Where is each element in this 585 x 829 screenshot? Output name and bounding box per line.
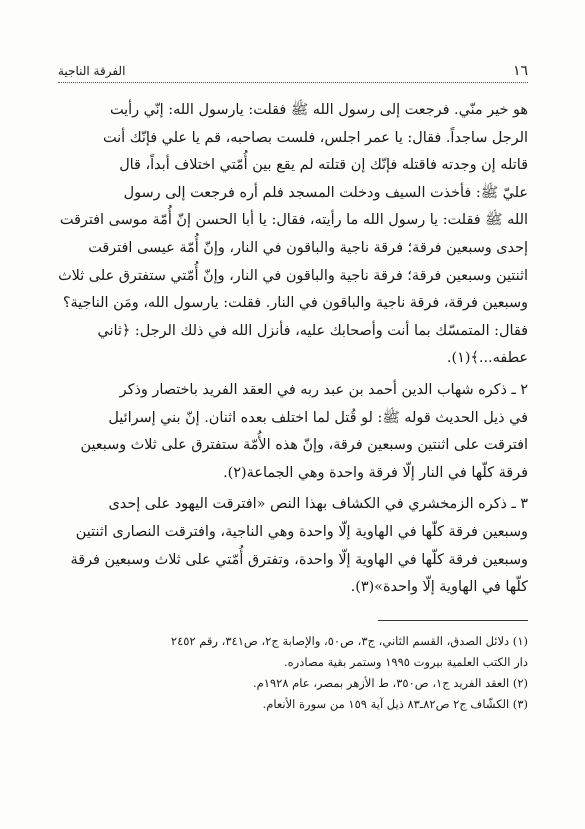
paragraph-point-2: ٢ ـ ذكره شهاب الدين أحمد بن عبد ربه في العقد الفريد باختصار وذكر في ذيل الحديث قوله ﷺ: لو قُتل لما اختلف بعده اثنان. إنّ بني إسرائيل افترقت على اثنتين وسبعين فرقة، وإنّ هذه الأُمّة ستفترق على ثلاث وسبعين فرقة كلّها في النار إلّا فرقة واحدة وهي الجماعة(٢). (80, 381, 528, 481)
book-page (58, 60, 528, 820)
page-number: ١٦ (512, 63, 528, 79)
running-title: الفرقة الناجية (58, 64, 126, 78)
footnote-2: (٢) العقد الفريد ج١، ص٣٥٠، ط الأزهر بمصر، عام ١٩٢٨م. (253, 675, 528, 690)
footnote-1: (١) دلائل الصدق، القسم الثاني، ج٣، ص٥٠، والإصابة ج٢، ص٣٤١، رقم ٢٤٥٢ دار الكتب العلمية بيروت ١٩٩٥ وستمر بقية مصادره. (170, 633, 528, 669)
footnotes (58, 631, 528, 715)
footnote-3: (٣) الكشّاف ج٢ ص٨٢ـ٨٣ ذيل آية ١٥٩ من سورة الأنعام. (262, 696, 528, 711)
footnote-divider (378, 620, 528, 621)
page-body (58, 97, 528, 602)
paragraph-hadith-continuation: هو خير منّي. فرجعت إلى رسول الله ﷺ فقلت: يارسول الله: إنّي رأيت الرجل ساجداً. فقال: يا عمر اجلس، فلست بصاحبه، قم يا علي فإنّك أنت قاتله إن وجدته فاقتله فإنّك إن قتلته لم يقع بين أُمّتي اختلاف أبداً، قال عليّ ﷺ: فأخذت السيف ودخلت المسجد فلم أره فرجعت إلى رسول الله ﷺ فقلت: يا رسول الله ما رأيته، فقال: يا أبا الحسن إنّ أُمّة موسى افترقت إحدى وسبعين فرقة؛ فرقة ناجية والباقون في النار، وإنّ أُمّة عيسى افترقت اثنتين وسبعين فرقة؛ فرقة ناجية والباقون في النار، وإنّ أُمّتي ستفترق على ثلاث وسبعين فرقة، فرقة ناجية والباقون في النار. فقلت: يارسول الله، ومَن الناجية؟ فقال: المتمسّك بما أنت وأصحابك عليه، فأنزل الله في ذلك الرجل: ﴿ثاني عطفه...﴾(١). (58, 102, 528, 367)
page-header (58, 60, 528, 83)
paragraph-point-3: ٣ ـ ذكره الزمخشري في الكشاف بهذا النص «افترقت اليهود على إحدى وسبعين فرقة كلّها في الهاوية إلّا واحدة وهي الناجية، وافترقت النصارى اثنتين وسبعين فرقة كلّها في الهاوية إلّا واحدة، وتفترق أُمّتي على ثلاث وسبعين فرقة كلّها في الهاوية إلّا واحدة»(٣). (70, 496, 528, 596)
